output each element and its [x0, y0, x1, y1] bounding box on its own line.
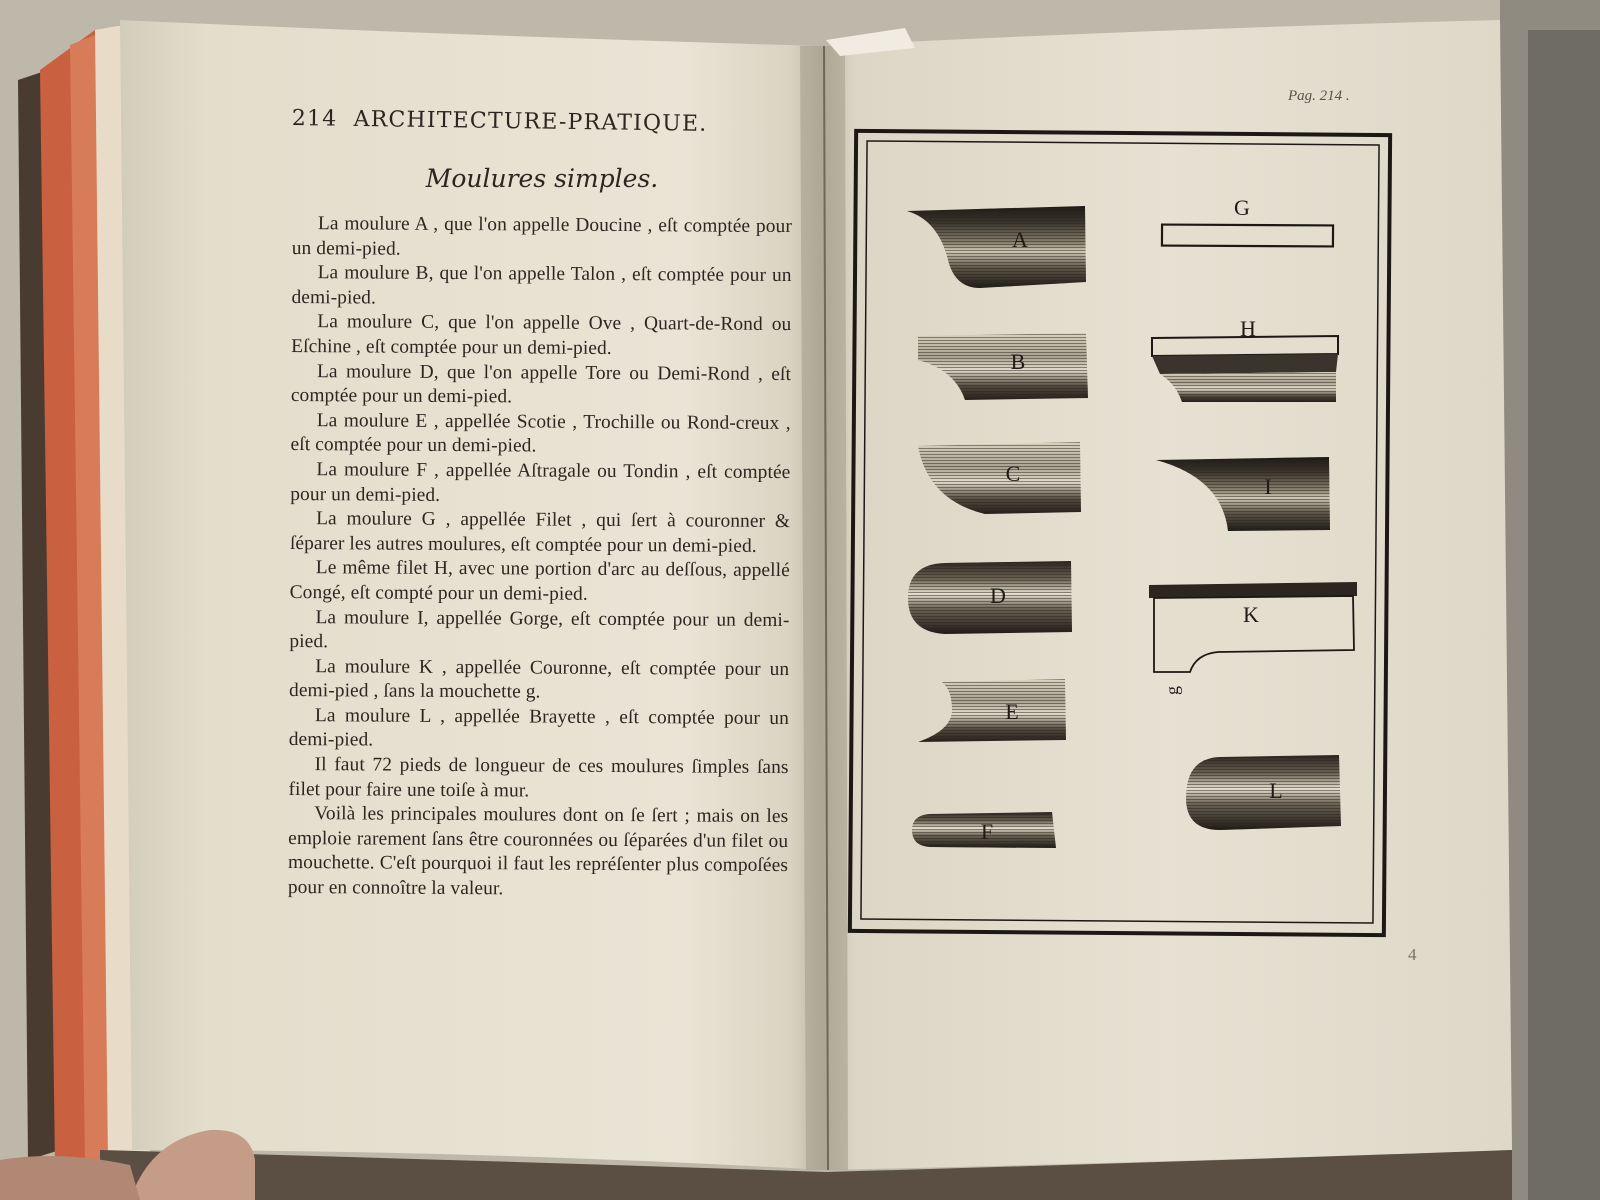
paragraph: La moulure I, appellée Gorge, eſt comptée pour un demi-pied. [289, 606, 790, 653]
paragraph: La moulure D, que l'on appelle Tore ou Demi-Rond , eſt comptée pour un demi-pied. [290, 360, 792, 408]
label-h: H [1240, 316, 1256, 341]
page-number: 214 [291, 106, 338, 132]
label-b: B [1010, 349, 1026, 374]
signature-mark: 4 [1408, 945, 1417, 964]
section-title: Moulures simples. [425, 164, 659, 193]
paragraph: La moulure F , appellée Aſtragale ou Tondin , eſt comptée pour un demi-pied. [290, 459, 791, 506]
label-c: C [1005, 461, 1021, 486]
paragraph: Voilà les principales moulures dont on ſe ſert ; mais on les emploie rarement ſans être couronnées ou ſéparées d'un filet ou mouchette. C'eſt pourquoi il faut les repréſenter plus compoſées pour en connoître la valeur. [287, 803, 789, 900]
paragraph: La moulure L , appellée Brayette , eſt comptée pour un demi-pied. [288, 705, 789, 751]
label-l: L [1269, 778, 1283, 803]
running-head [291, 106, 791, 149]
label-f: F [980, 819, 994, 844]
label-e: E [1005, 699, 1019, 724]
label-a: A [1012, 227, 1028, 252]
paragraph: La moulure E , appellée Scotie , Trochille ou Rond-creux , eſt comptée pour un demi-pied. [290, 409, 791, 457]
label-i: I [1264, 474, 1272, 499]
paragraph: Il faut 72 pieds de longueur de ces moulures ſimples ſans filet pour faire une toiſe à mur. [288, 754, 789, 802]
plate-page-ref: Pag. 214 . [1288, 88, 1350, 104]
paragraph: La moulure A , que l'on appelle Doucine , eſt comptée pour un demi-pied. [291, 213, 792, 260]
paragraph: La moulure G , appellée Filet , qui ſert à couronner & ſéparer les autres moulures, eſt comptée pour un demi-pied. [289, 508, 791, 557]
label-g-mouchette: g [1162, 686, 1182, 695]
label-k: K [1243, 602, 1259, 627]
running-head-title: ARCHITECTURE-PRATIQUE. [353, 106, 708, 137]
paragraph: La moulure B, que l'on appelle Talon , eſt comptée pour un demi-pied. [291, 262, 792, 309]
paragraph-list [288, 212, 792, 904]
paragraph: La moulure C, que l'on appelle Ove , Quart-de-Rond ou Eſchine , eſt comptée pour un demi-pied. [291, 311, 792, 359]
paragraph: Le même filet H, avec une portion d'arc au deſſous, appellé Congé, eſt compté pour un demi-pied. [289, 557, 790, 605]
label-g: G [1234, 195, 1250, 220]
paragraph: La moulure K , appellée Couronne, eſt comptée pour un demi-pied , ſans la mouchette g. [289, 655, 790, 703]
label-d: D [990, 583, 1006, 608]
